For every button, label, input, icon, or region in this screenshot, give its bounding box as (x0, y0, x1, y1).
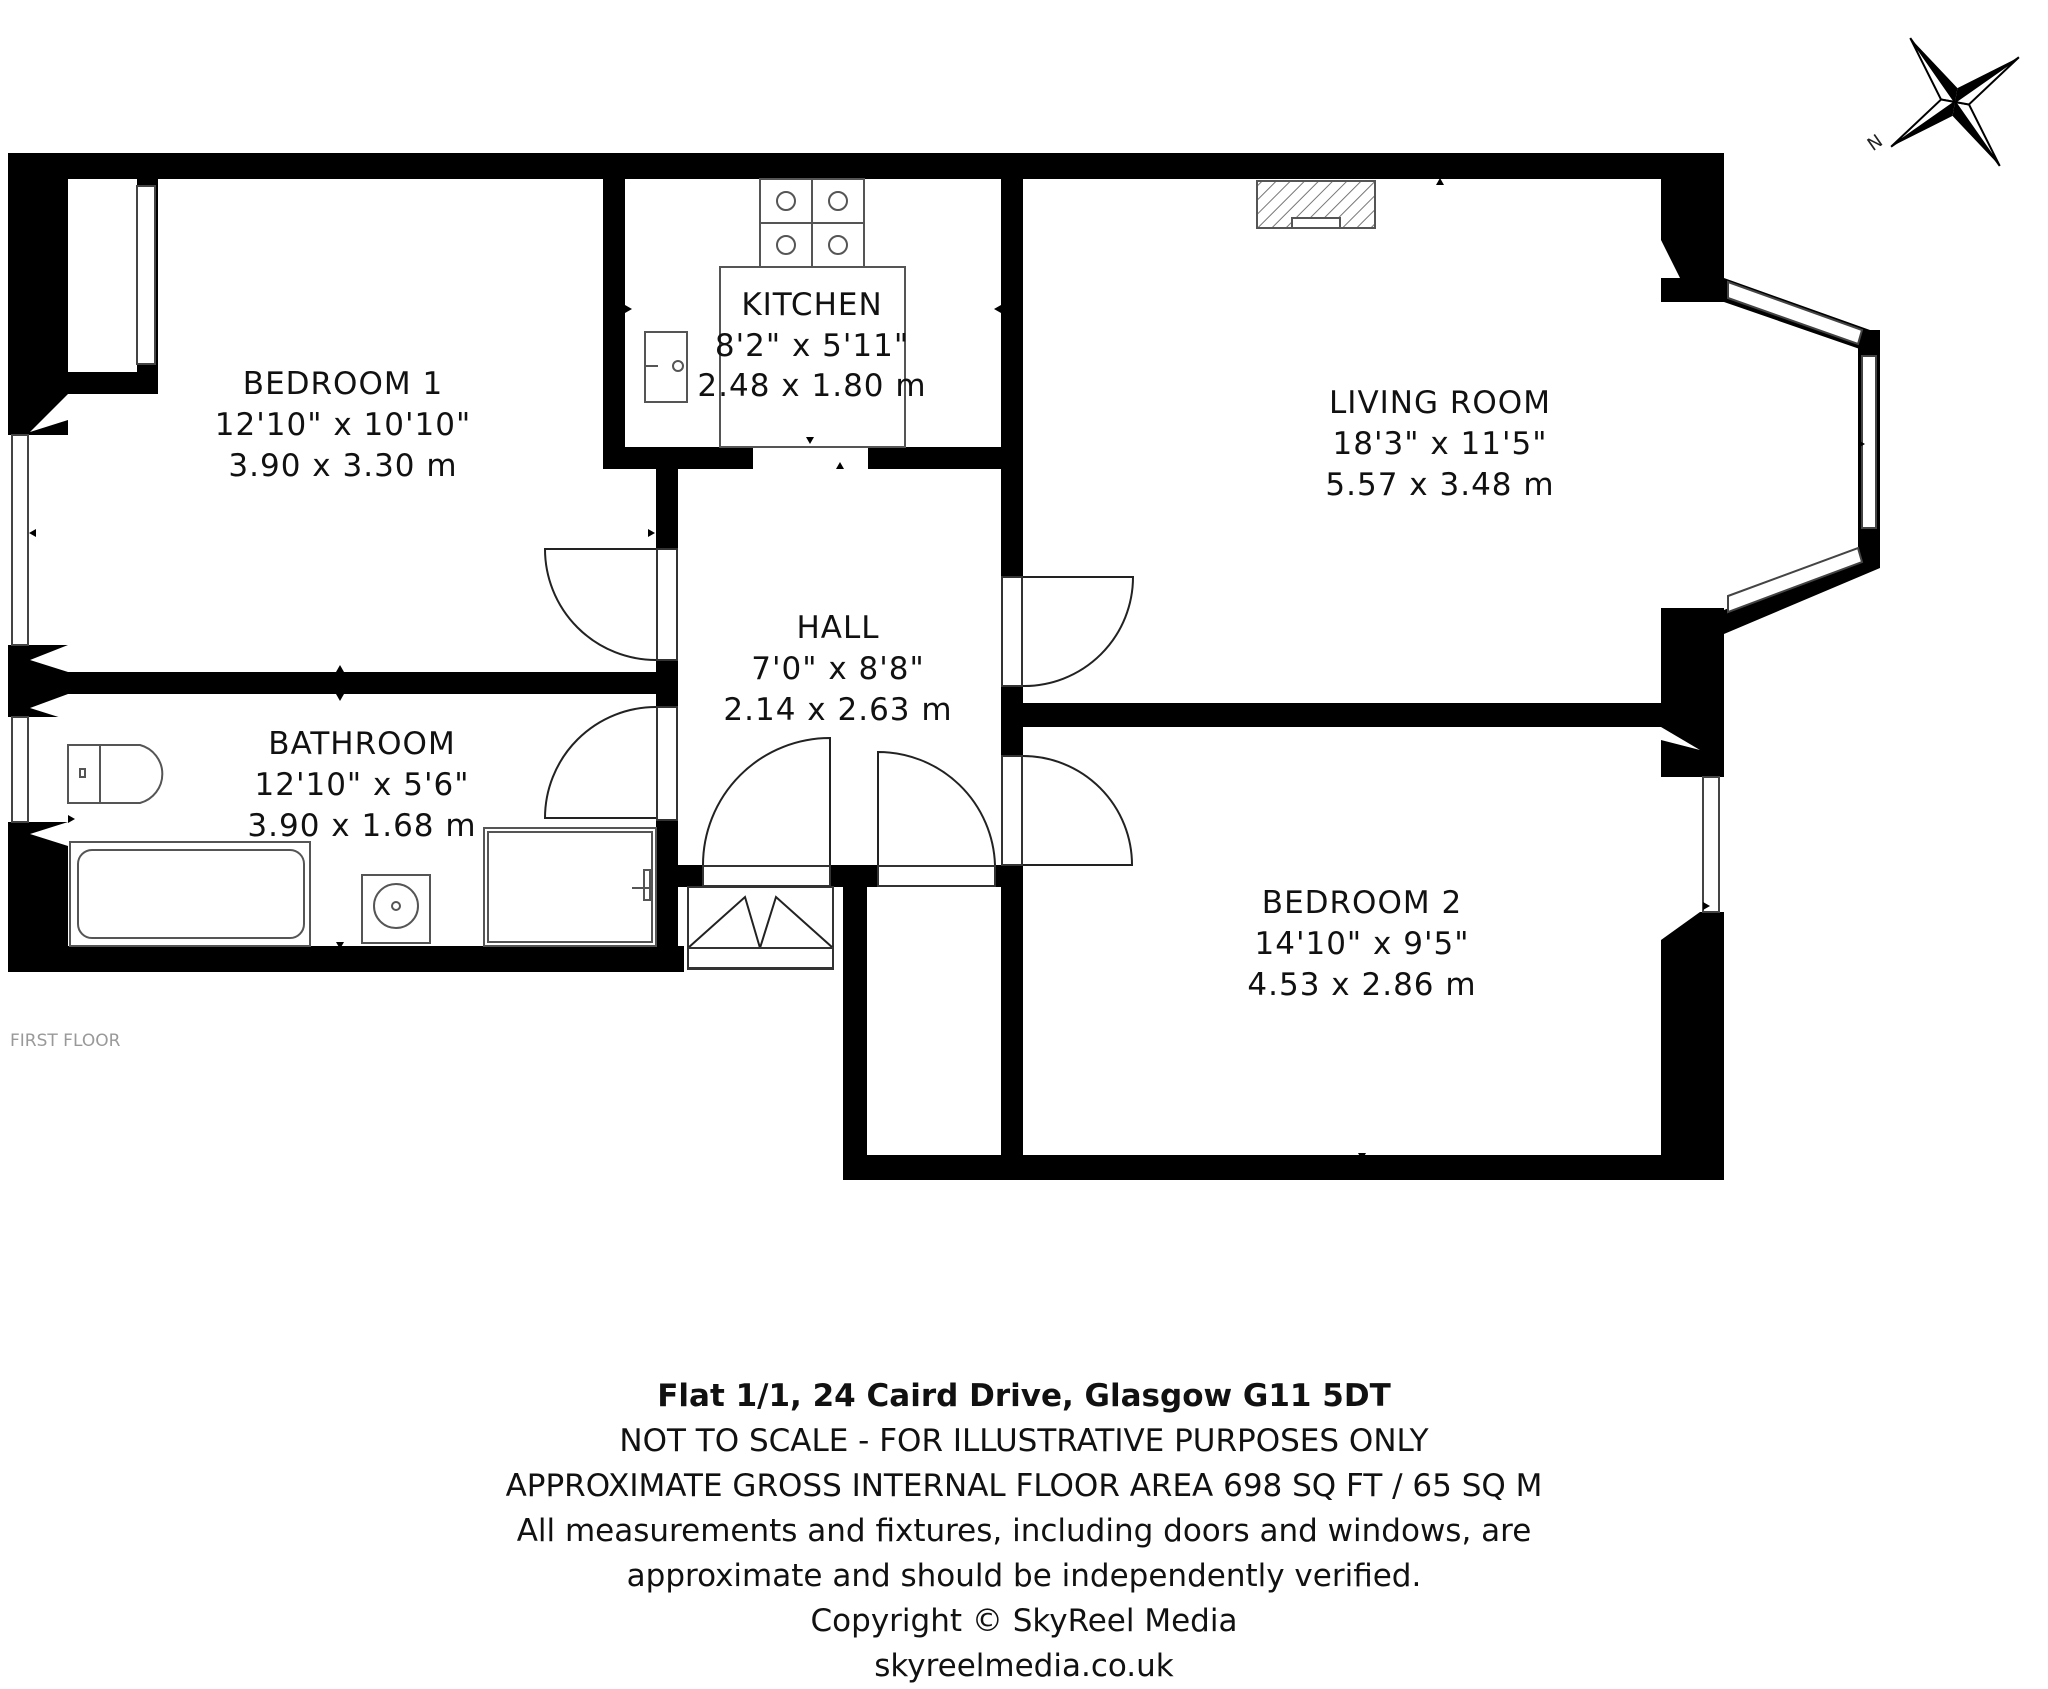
kitchen-imperial: 8'2" x 5'11" (714, 328, 910, 364)
footer-disclaimer-1: All measurements and fixtures, including doors and windows, are (516, 1513, 1532, 1549)
window-bay-top (1728, 282, 1862, 344)
door-hall-right (878, 752, 995, 865)
wall-hall-bottom (678, 865, 703, 887)
compass-rose-icon (1846, 0, 2048, 211)
windows (12, 186, 1876, 912)
wall-kitchen-left (603, 179, 625, 469)
bedroom2-name: BEDROOM 2 (1261, 885, 1463, 921)
bathroom-metric: 3.90 x 1.68 m (247, 808, 477, 844)
bedroom2-imperial: 14'10" x 9'5" (1254, 926, 1470, 962)
hall-metric: 2.14 x 2.63 m (723, 692, 953, 728)
door-living (1023, 577, 1133, 686)
wall-left-upper (8, 153, 68, 435)
floor-label: FIRST FLOOR (10, 1031, 121, 1051)
wall-right-b2-lower (1661, 912, 1724, 1180)
wall-bottom-right (843, 1155, 1724, 1180)
window-bathroom (12, 717, 28, 822)
bedroom1-name: BEDROOM 1 (242, 366, 444, 402)
footer-scale-note: NOT TO SCALE - FOR ILLUSTRATIVE PURPOSES ONLY (619, 1423, 1429, 1459)
wall-hall-left-upper (656, 469, 678, 549)
footer (0, 1374, 2048, 1689)
wall-living-b2 (1001, 703, 1663, 727)
living-imperial: 18'3" x 11'5" (1332, 426, 1548, 462)
living-name: LIVING ROOM (1329, 385, 1551, 421)
wall-top (8, 153, 1724, 179)
living-metric: 5.57 x 3.48 m (1325, 467, 1555, 503)
wall-kitchen-living (1001, 179, 1023, 577)
door-bedroom1 (545, 549, 656, 660)
footer-website[interactable]: skyreelmedia.co.uk (874, 1648, 1174, 1684)
footer-copyright: Copyright © SkyReel Media (810, 1603, 1238, 1639)
hall-name: HALL (796, 610, 880, 646)
wall-kitchen-bottom-left (603, 447, 753, 469)
wall-kitchen-bottom-right (868, 447, 1023, 469)
shower-icon (484, 828, 656, 946)
basin-icon (362, 875, 430, 943)
kitchen-metric: 2.48 x 1.80 m (697, 368, 927, 404)
door-bathroom (545, 707, 656, 818)
wall-bay-top (1661, 278, 1880, 356)
wall-cupboard-left (843, 865, 867, 1180)
bedroom2-metric: 4.53 x 2.86 m (1247, 967, 1477, 1003)
kitchen-name: KITCHEN (741, 287, 883, 323)
walls (8, 153, 1880, 1180)
wardrobe-sliding-door (137, 186, 155, 364)
window-bay-front (1862, 356, 1876, 528)
measurement-markers (29, 172, 1865, 1160)
toilet-icon (68, 745, 162, 803)
wall-b1-bath (68, 672, 678, 694)
window-bedroom2 (1703, 777, 1719, 912)
bath-icon (70, 842, 310, 946)
wall-bottom-left (8, 946, 684, 972)
hob-icon (760, 179, 864, 267)
bedroom1-metric: 3.90 x 3.30 m (228, 448, 458, 484)
footer-area: APPROXIMATE GROSS INTERNAL FLOOR AREA 698 SQ FT / 65 SQ M (505, 1468, 1543, 1504)
bathroom-name: BATHROOM (268, 726, 456, 762)
window-bedroom1 (12, 435, 28, 645)
footer-address: Flat 1/1, 24 Caird Drive, Glasgow G11 5DT (657, 1378, 1391, 1414)
compass-north-letter: N (1863, 130, 1887, 156)
kitchen-sink-icon (645, 332, 687, 402)
footer-disclaimer-2: approximate and should be independently verified. (626, 1558, 1422, 1594)
door-bedroom2 (1023, 756, 1132, 865)
wall-hall-left-lower (656, 820, 678, 972)
wall-hall-left-mid (656, 660, 678, 707)
door-hall-left (703, 738, 830, 865)
bedroom1-imperial: 12'10" x 10'10" (214, 407, 472, 443)
hall-imperial: 7'0" x 8'8" (751, 651, 925, 687)
wall-cupboard-right (1001, 865, 1023, 1180)
bathroom-imperial: 12'10" x 5'6" (254, 767, 470, 803)
